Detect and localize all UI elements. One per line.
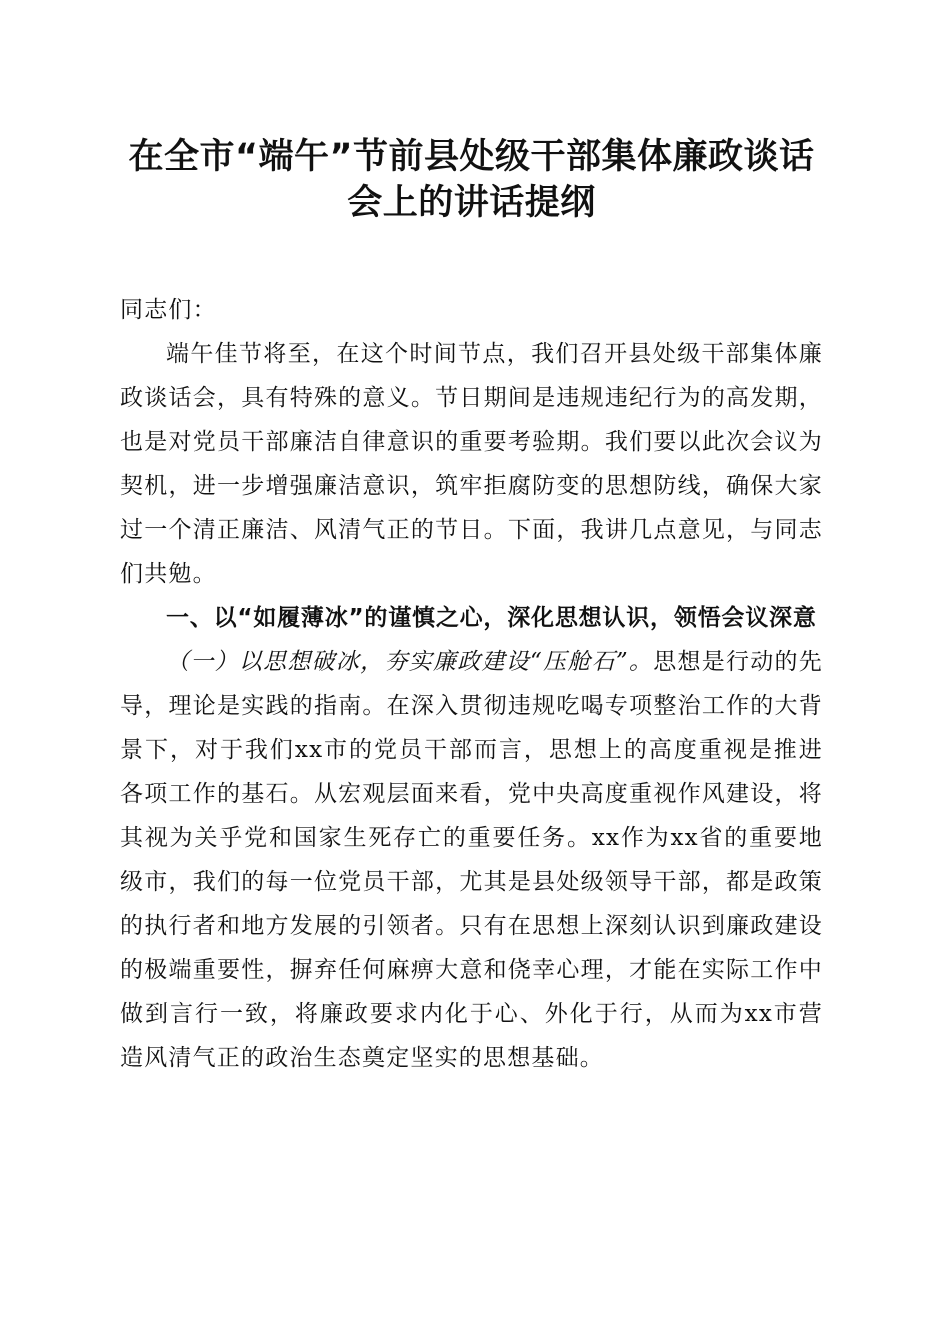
document-title	[120, 134, 823, 226]
title-line-1: 在全市“端午”节前县处级干部集体廉政谈话	[128, 137, 815, 177]
subsection-1-paragraph	[120, 640, 823, 1080]
intro-paragraph: 端午佳节将至，在这个时间节点，我们召开县处级干部集体廉政谈话会，具有特殊的意义。节日期间是违规违纪行为的高发期，也是对党员干部廉洁自律意识的重要考验期。我们要以此次会议为契机，进一步增强廉洁意识，筑牢拒腐防变的思想防线，确保大家过一个清正廉洁、风清气正的节日。下面，我讲几点意见，与同志们共勉。	[120, 341, 823, 587]
subsection-1-body: 思想是行动的先导，理论是实践的指南。在深入贯彻违规吃喝专项整治工作的大背景下，对于我们xx市的党员干部而言，思想上的高度重视是推进各项工作的基石。从宏观层面来看，党中央高度重视作风建设，将其视为关乎党和国家生死存亡的重要任务。xx作为xx省的重要地级市，我们的每一位党员干部，尤其是县处级领导干部，都是政策的执行者和地方发展的引领者。只有在思想上深刻认识到廉政建设的极端重要性，摒弃任何麻痹大意和侥幸心理，才能在实际工作中做到言行一致，将廉政要求内化于心、外化于行，从而为xx市营造风清气正的政治生态奠定坚实的思想基础。	[120, 649, 824, 1071]
subsection-1-lead: （一）以思想破冰，夯实廉政建设“压舱石”。	[166, 649, 654, 675]
section-1-heading: 一、以“如履薄冰”的谨慎之心，深化思想认识，领悟会议深意	[166, 605, 817, 631]
salutation: 同志们：	[120, 297, 217, 323]
title-line-2: 会上的讲话提纲	[347, 183, 596, 223]
